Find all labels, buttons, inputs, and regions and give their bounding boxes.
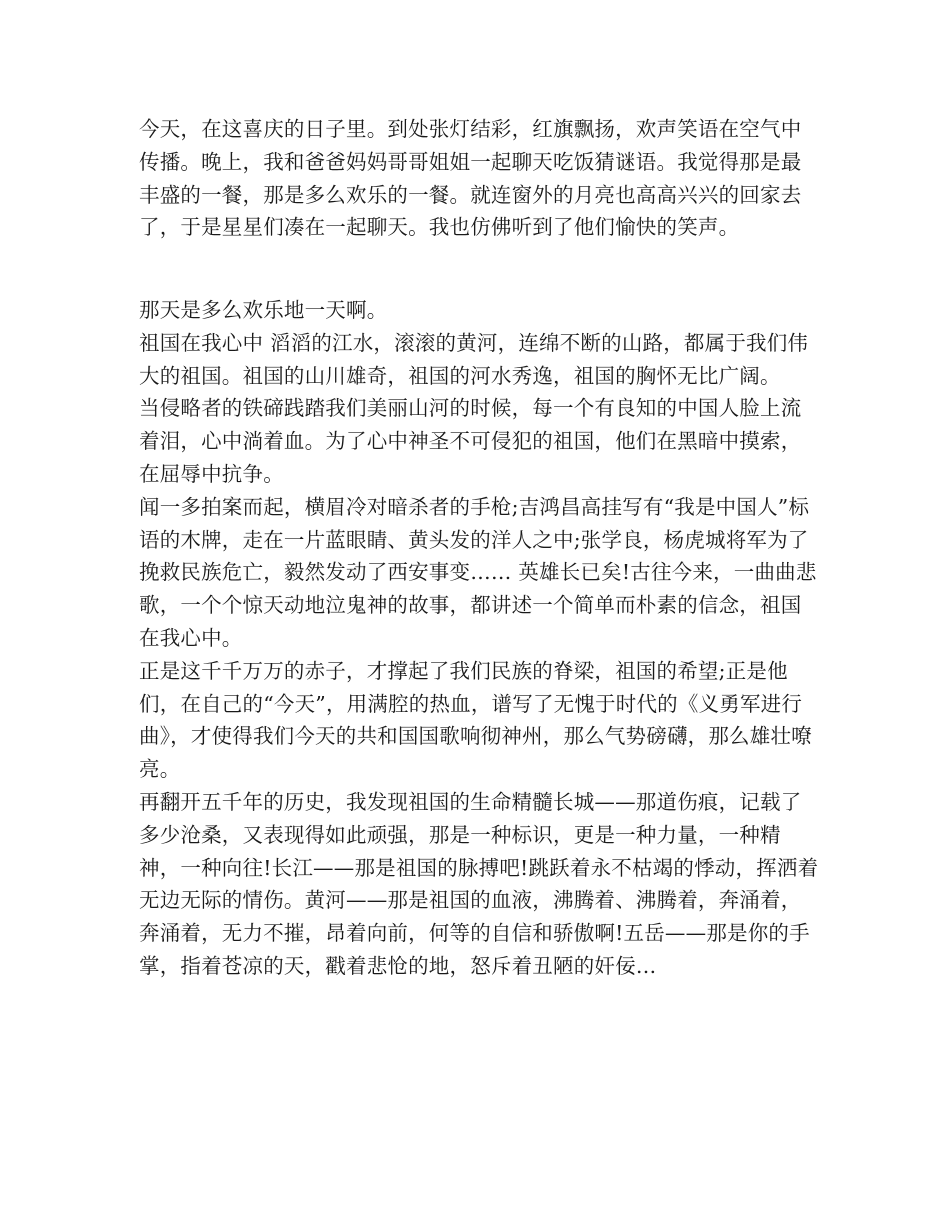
paragraph-3: 当侵略者的铁碲践踏我们美丽山河的时候，每一个有良知的中国人脸上流着泪，心中淌着血。为了心中神圣不可侵犯的祖国，他们在黑暗中摸索，在屈辱中抗争。 [139,396,802,486]
intro-paragraph: 今天，在这喜庆的日子里。到处张灯结彩，红旗飘扬，欢声笑语在空气中传播。晚上，我和爸爸妈妈哥哥姐姐一起聊天吃饭猜谜语。我觉得那是最丰盛的一餐，那是多么欢乐的一餐。就连窗外的月亮也高高兴兴的回家去了，于是星星们凑在一起聊天。我也仿佛听到了他们愉快的笑声。 [139,117,802,240]
paragraph-2: 祖国在我心中 滔滔的江水，滚滚的黄河，连绵不断的山路，都属于我们伟大的祖国。祖国的山川雄奇，祖国的河水秀逸，祖国的胸怀无比广阔。 [139,330,809,388]
paragraph-4: 闻一多拍案而起，横眉冷对暗杀者的手枪;吉鸿昌高挂写有“我是中国人”标语的木牌，走在一片蓝眼睛、黄头发的洋人之中;张学良，杨虎城将军为了挽救民族危亡，毅然发动了西安事变…… 英雄长已矣!古往今来，一曲曲悲歌，一个个惊天动地泣鬼神的故事，都讲述一个简单而朴素的信念，祖国在我心中。 [139,494,817,650]
intro-block [139,113,819,244]
main-block [139,294,819,983]
paragraph-6: 再翻开五千年的历史，我发现祖国的生命精髓长城——那道伤痕，记载了多少沧桑，又表现得如此顽强，那是一种标识，更是一种力量，一种精神，一种向往!长江——那是祖国的脉搏吧!跳跃着永不枯竭的悸动，挥洒着无边无际的情伤。黄河——那是祖国的血液，沸腾着、沸腾着，奔涌着，奔涌着，无力不摧，昂着向前，何等的自信和骄傲啊!五岳——那是你的手掌，指着苍凉的天，戳着悲怆的地，怒斥着丑陋的奸佞… [139,789,819,978]
paragraph-5: 正是这千千万万的赤子，才撑起了我们民族的脊梁，祖国的希望;正是他们，在自己的“今天”，用满腔的热血，谱写了无愧于时代的《义勇军进行曲》，才使得我们今天的共和国国歌响彻神州，那么气势磅礴，那么雄壮嘹亮。 [139,658,812,782]
paragraph-1: 那天是多么欢乐地一天啊。 [139,298,388,322]
